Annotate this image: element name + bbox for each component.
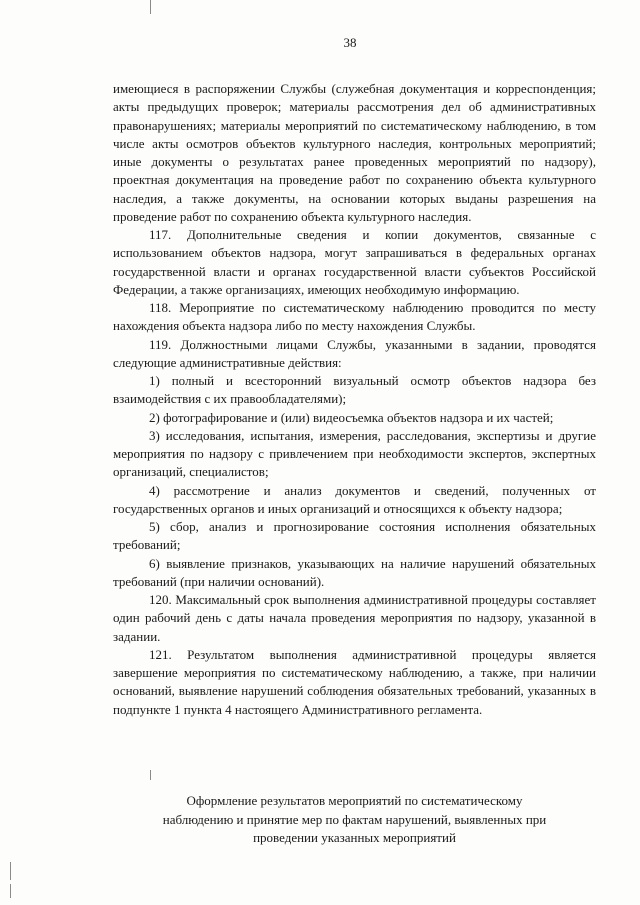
paragraph-119: 119. Должностными лицами Службы, указанными в задании, проводятся следующие административные действия:: [113, 336, 596, 370]
list-item-5: 5) сбор, анализ и прогнозирование состояния исполнения обязательных требований;: [113, 519, 596, 553]
list-item-2: 2) фотографирование и (или) видеосъемка объектов надзора и их частей;: [149, 409, 554, 425]
paragraph-120: 120. Максимальный срок выполнения административной процедуры составляет один рабочий день с даты начала проведения мероприятия по надзору, указанной в задании.: [113, 592, 596, 644]
scan-mark-left-1: [10, 862, 11, 880]
section-heading-line-3: проведении указанных мероприятий: [253, 830, 456, 845]
paragraph-118: 118. Мероприятие по систематическому наблюдению проводится по месту нахождения объекта надзора либо по месту нахождения Службы.: [113, 300, 596, 334]
paragraph-117: 117. Дополнительные сведения и копии документов, связанные с использованием объектов надзора, могут запрашиваться в федеральных органах государственной власти и органах государственной власти субъектов Российской Федерации, а также организациях, имеющих необходимую информацию.: [113, 227, 596, 297]
page-number: 38: [343, 35, 357, 50]
scan-mark-left-2: [10, 884, 11, 898]
list-item-4: 4) рассмотрение и анализ документов и сведений, полученных от государственных органов и иных организаций и относящихся к объекту надзора;: [113, 482, 596, 516]
scan-mark-bottom: [150, 770, 151, 780]
section-heading-line-1: Оформление результатов мероприятий по систематическому: [186, 793, 523, 808]
paragraph-121: 121. Результатом выполнения административной процедуры является завершение мероприятия по систематическому наблюдению, а также, при наличии оснований, выявление нарушений соблюдения обязательных требований, указанных в подпункте 1 пункта 4 настоящего Административного регламента.: [113, 646, 596, 717]
section-heading-line-2: наблюдению и принятие мер по фактам нарушений, выявленных при: [162, 811, 547, 827]
list-item-3: 3) исследования, испытания, измерения, расследования, экспертизы и другие мероприятия по надзору с привлечением при необходимости экспертов, экспертных организаций, специалистов;: [113, 427, 596, 480]
section-heading: [113, 792, 596, 848]
list-item-6: 6) выявление признаков, указывающих на наличие нарушений обязательных требований (при наличии оснований).: [113, 555, 596, 589]
paragraph-continuation: имеющиеся в распоряжении Службы (служебная документация и корреспонденция; акты предыдущих проверок; материалы рассмотрения дел об административных правонарушениях; материалы мероприятий по систематическому наблюдению, в том числе акты осмотров объектов культурного наследия, контрольных мероприятий; иные документы о результатах ранее проведенных мероприятий по надзору), проектная документация на проведение работ по сохранению объекта культурного наследия, а также документы, на основании которых выданы разрешения на проведение работ по сохранению объекта культурного наследия.: [113, 81, 596, 224]
document-body: [113, 80, 596, 719]
scan-mark-top: [150, 0, 151, 14]
list-item-1: 1) полный и всесторонний визуальный осмотр объектов надзора без взаимодействия с их правообладателями);: [113, 373, 596, 407]
